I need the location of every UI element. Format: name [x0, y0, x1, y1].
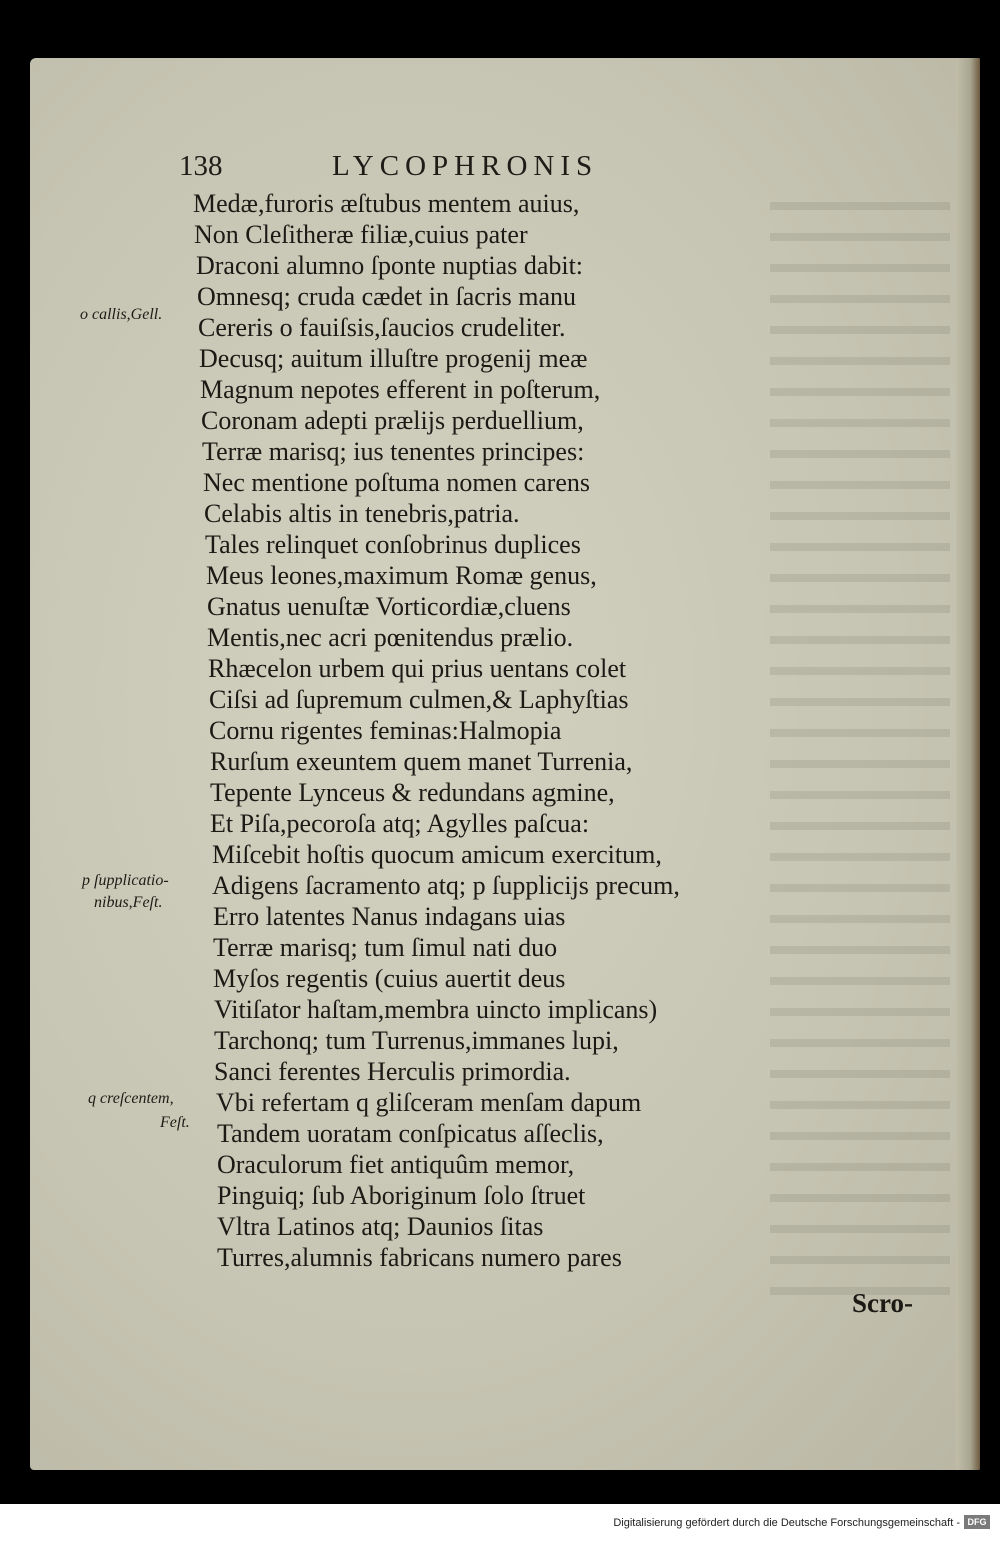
text-line: Adigens ſacramento atq; p ſupplicijs precum, — [212, 871, 680, 900]
folio-number: 138 — [179, 150, 223, 182]
catchword: Scro- — [852, 1288, 913, 1318]
text-line: Vbi refertam q gliſceram menſam dapum — [216, 1088, 642, 1117]
text-line: Cornu rigentes feminas:Halmopia — [209, 716, 562, 745]
text-line: Medæ,furoris æſtubus mentem auius, — [193, 189, 580, 218]
marginal-note: q creſcentem, — [88, 1090, 174, 1107]
marginal-note: p ſupplicatio- — [82, 872, 169, 889]
text-line: Cereris o fauiſsis,ſaucios crudeliter. — [198, 313, 566, 342]
text-line: Celabis altis in tenebris,patria. — [204, 499, 520, 528]
text-line: Terræ marisq; ius tenentes principes: — [202, 437, 585, 466]
text-line: Tales relinquet conſobrinus duplices — [205, 530, 581, 559]
text-line: Rurſum exeuntem quem manet Turrenia, — [210, 747, 633, 776]
text-line: Terræ marisq; tum ſimul nati duo — [213, 933, 558, 962]
text-line: Gnatus uenuſtæ Vorticordiæ,cluens — [207, 592, 571, 621]
page-edge-shadow — [956, 58, 980, 1470]
marginal-note: o callis,Gell. — [80, 306, 163, 323]
funding-credit: Digitalisierung gefördert durch die Deutsche Forschungsgemeinschaft - — [613, 1517, 960, 1529]
book-page — [30, 58, 980, 1470]
text-line: Erro latentes Nanus indagans uias — [213, 902, 566, 931]
text-line: Pinguiq; ſub Aboriginum ſolo ſtruet — [217, 1181, 586, 1210]
marginal-note: nibus,Feſt. — [94, 894, 163, 911]
text-line: Omnesq; cruda cædet in ſacris manu — [197, 282, 577, 311]
text-line: Mentis,nec acri pœnitendus prælio. — [207, 623, 574, 652]
text-line: Miſcebit hoſtis quocum amicum exercitum, — [212, 840, 662, 869]
text-line: Et Piſa,pecoroſa atq; Agylles paſcua: — [210, 809, 590, 838]
text-line: Tarchonq; tum Turrenus,immanes lupi, — [214, 1026, 619, 1055]
text-line: Non Cleſitheræ filiæ,cuius pater — [194, 220, 528, 249]
text-line: Nec mentione poſtuma nomen carens — [203, 468, 590, 497]
text-line: Tepente Lynceus & redundans agmine, — [210, 778, 615, 807]
text-line: Decusq; auitum illuſtre progenij meæ — [199, 344, 588, 373]
text-line: Turres,alumnis fabricans numero pares — [217, 1243, 622, 1272]
text-line: Meus leones,maximum Romæ genus, — [206, 561, 597, 590]
marginal-note: Feſt. — [160, 1114, 190, 1131]
text-line: Draconi alumno ſponte nuptias dabit: — [196, 251, 584, 280]
text-line: Vltra Latinos atq; Daunios ſitas — [217, 1212, 544, 1241]
footer-bar — [0, 1504, 1000, 1544]
text-line: Magnum nepotes efferent in poſterum, — [200, 375, 601, 404]
running-title: LYCOPHRONIS — [332, 150, 599, 182]
text-line: Myſos regentis (cuius auertit deus — [213, 964, 566, 993]
text-line: Oraculorum fiet antiquûm memor, — [217, 1150, 575, 1179]
text-line: Ciſsi ad ſupremum culmen,& Laphyſtias — [209, 685, 629, 714]
text-line: Coronam adepti prælijs perduellium, — [201, 406, 584, 435]
page-header — [30, 150, 980, 190]
facing-page-bleed — [770, 188, 950, 1318]
dfg-logo-icon: DFG — [964, 1515, 990, 1529]
text-line: Vitiſator haſtam,membra uincto implicans) — [214, 995, 658, 1024]
text-line: Tandem uoratam conſpicatus aſſeclis, — [217, 1119, 604, 1148]
text-line: Rhæcelon urbem qui prius uentans colet — [208, 654, 627, 683]
text-line: Sanci ferentes Herculis primordia. — [214, 1057, 571, 1086]
